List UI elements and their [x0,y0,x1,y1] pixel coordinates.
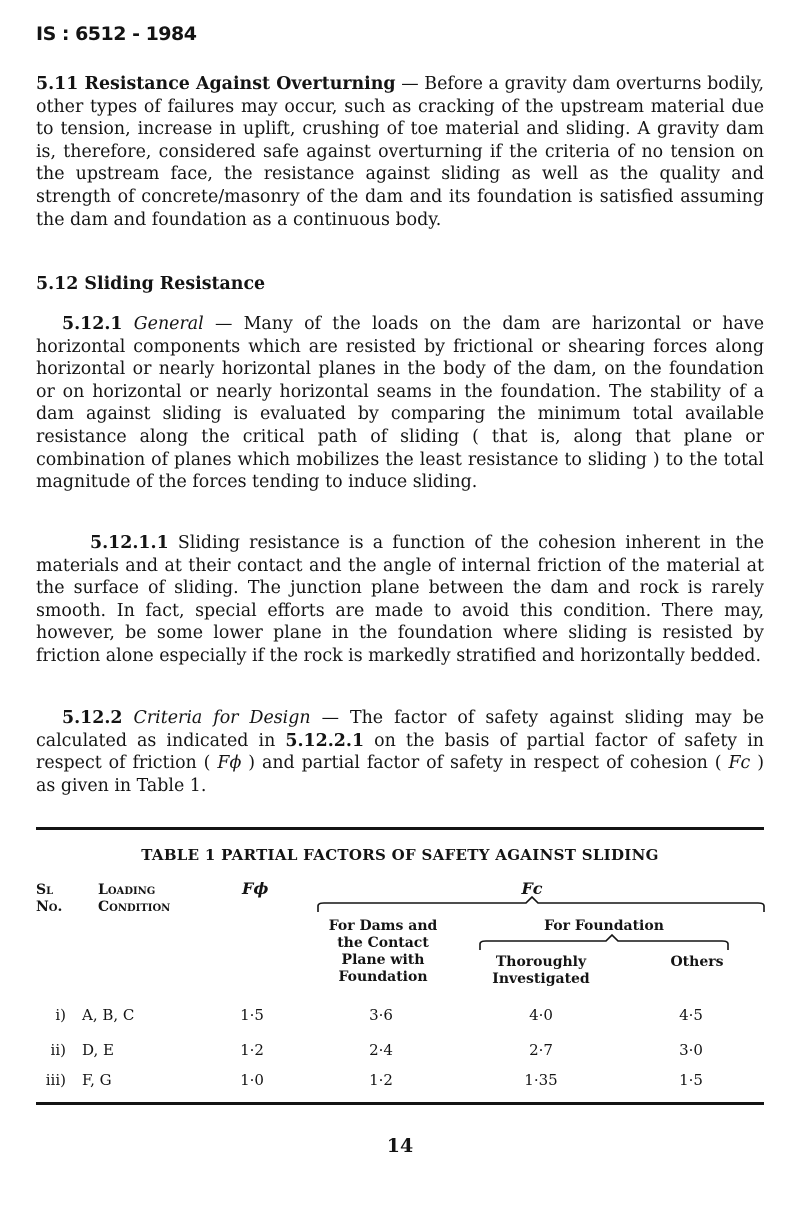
cell-condition: F, G [82,1071,112,1089]
document-header: IS : 6512 - 1984 [36,23,197,45]
page-number: 14 [386,1135,414,1157]
brace-foundation [480,935,728,950]
brace-fc [318,897,764,912]
clause-heading-general: General [133,314,204,334]
text-5-12-2-b: on the basis of partial factor of safety in respect of friction ( [36,730,764,774]
cell-sl: ii) [50,1041,66,1059]
text-5-12-1-1: Sliding resistance is a function of the cohesion inherent in the materials and at their contact and the angle of internal friction of the material at the surface of sliding. The junction plane between the dam and rock is rarely smooth. In fact, special efforts are made to avoid this condition. There may, however, be some lower plane in the foundation where sliding is resisted by friction alone especially if the rock is markedly stratified and horizontally bedded. [36,533,764,666]
header-f-phi: Fϕ [242,879,269,898]
cell-others: 1·5 [679,1071,703,1089]
table-header-braces [36,0,764,1210]
symbol-f-c: Fc [728,753,751,774]
text-5-12-2-a: — The factor of safety against sliding may be calculated as indicated in [36,708,764,751]
cell-f-phi: 1·5 [240,1006,264,1024]
text-5-12-2-d: ) as given in Table 1. [36,753,764,796]
table-caption: TABLE 1 PARTIAL FACTORS OF SAFETY AGAINST SLIDING [141,846,659,864]
header-for-foundation: For Foundation [544,918,664,934]
symbol-f-phi: Fϕ [217,753,242,774]
header-dams-line1: For Dams and [328,918,438,934]
cell-others: 4·5 [679,1006,703,1024]
cell-thoroughly: 1·35 [524,1071,558,1089]
heading-5-12: 5.12 Sliding Resistance [36,274,266,294]
cell-dams: 1·2 [369,1071,393,1089]
clause-number-5-12-2: 5.12.2 [62,708,123,728]
text-5-12-2-c: ) and partial factor of safety in respect of cohesion ( [241,753,729,774]
cell-f-phi: 1·2 [240,1041,264,1059]
header-dams-line4: Foundation [338,969,428,985]
cell-thoroughly: 2·7 [529,1041,553,1059]
header-others: Others [670,954,724,970]
header-f-c: Fc [521,879,543,898]
text-5-12-1: — Many of the loads on the dam are harizontal or have horizontal components which are resisted by frictional or shearing forces along horizontal or nearly horizontal planes in the body of the dam, on the foundation or on horizontal or nearly horizontal seams in the foundation. The stability of a dam against sliding is evaluated by comparing the minimum total available resistance along the critical path of sliding ( that is, along that plane or combination of planes which mobilizes the least resistance to sliding ) to the total magnitude of the forces tending to induce sliding. [36,314,764,493]
header-loading-line2: Condition [98,899,171,915]
header-dams-line3: Plane with [341,952,425,968]
header-thor-line2: Investigated [492,971,590,987]
cell-f-phi: 1·0 [240,1071,264,1089]
cell-sl: iii) [45,1071,66,1089]
header-loading-line1: Loading [98,882,156,898]
clause-heading-criteria: Criteria for Design [133,708,311,728]
heading-5-11: 5.11 Resistance Against Overturning [36,74,396,94]
clause-number-5-12-1-1: 5.12.1.1 [90,533,169,553]
text-5-11: — Before a gravity dam overturns bodily, other types of failures may occur, such as cracking of the upstream material due to tension, increase in uplift, crushing of toe material and sliding. A gravity dam is, therefore, considered safe against overturning if the criteria of no tension on the upstream face, the resistance against sliding as well as the quality and strength of concrete/masonry of the dam and its foundation is satisfied assuming the dam and foundation as a continuous body. [36,74,764,230]
cell-condition: A, B, C [82,1006,135,1024]
clause-reference: 5.12.2.1 [285,730,365,751]
header-for-dams [318,918,448,986]
header-sl-line1: Sl [36,882,54,898]
cell-others: 3·0 [679,1041,703,1059]
header-sl-line2: No. [36,899,63,915]
header-dams-line2: the Contact [337,935,429,951]
header-thor-line1: Thoroughly [495,954,587,970]
cell-thoroughly: 4·0 [529,1006,553,1024]
table-bottom-rule [36,1102,764,1105]
header-thoroughly-investigated [476,954,606,988]
clause-number-5-12-1: 5.12.1 [62,314,123,334]
cell-dams: 2·4 [369,1041,393,1059]
cell-sl: i) [55,1006,66,1024]
cell-condition: D, E [82,1041,114,1059]
cell-dams: 3·6 [369,1006,393,1024]
